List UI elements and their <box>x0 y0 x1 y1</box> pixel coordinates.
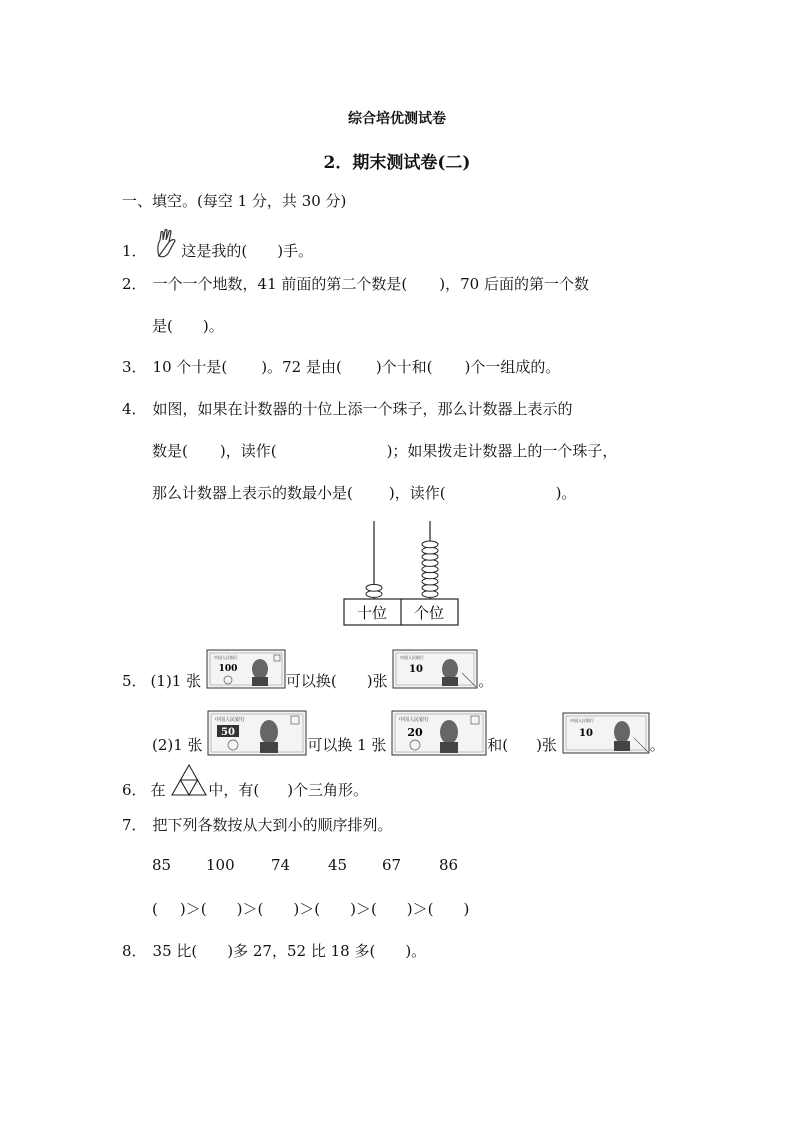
svg-text:20: 20 <box>407 726 423 739</box>
question-7: 7． 把下列各数按从大到小的顺序排列。 <box>122 816 393 834</box>
question-number: 7． <box>122 816 147 834</box>
question-8: 8． 35 比( )多 27，52 比 18 多( )。 <box>122 942 427 960</box>
svg-text:中国人民银行: 中国人民银行 <box>400 655 425 660</box>
question-number: 3． <box>122 358 147 376</box>
svg-text:50: 50 <box>221 727 236 738</box>
section-heading: 一、填空。(每空 1 分，共 30 分) <box>122 192 347 210</box>
triangle-figure <box>170 763 208 797</box>
question-number: 2． <box>122 275 147 293</box>
question-2-line-1: 2． 一个一个地数，41 前面的第二个数是( )，70 后面的第一个数 <box>122 275 589 293</box>
question-number: 1． <box>122 242 147 260</box>
abacus-bead <box>366 584 382 591</box>
question-6: 6． 在 中，有( )个三角形。 <box>122 780 368 800</box>
banknote-50 <box>207 710 307 756</box>
question-5-part-1: 5． (1)1 张 中国人民银行 100 可以换( )张 中国人民银行 10 。 <box>122 671 493 691</box>
number-item: 67 <box>382 856 402 874</box>
question-4-line-2: 数是( )，读作( )；如果拨走计数器上的一个珠子， <box>152 442 618 460</box>
question-1: 1． 这是我的( )手。 <box>122 241 313 261</box>
hand-icon <box>155 228 181 260</box>
ones-beads <box>422 541 438 597</box>
ordering-blanks: ( )＞( )＞( )＞( )＞( )＞( ) <box>152 900 470 918</box>
abacus <box>340 517 464 629</box>
svg-text:100: 100 <box>218 664 238 674</box>
question-5-part-2: (2)1 张 中国人民银行 50 可以换 1 张 中国人民银行 20 和( )张 中国人民银行 10 。 <box>152 735 665 756</box>
tens-label: 十位 <box>356 604 388 622</box>
number-item: 45 <box>328 856 348 874</box>
question-number: 8． <box>122 942 147 960</box>
svg-text:中国人民银行: 中国人民银行 <box>569 718 594 723</box>
banknote-10 <box>392 649 478 689</box>
svg-text:中国人民银行: 中国人民银行 <box>215 717 246 723</box>
ones-label: 个位 <box>413 604 445 622</box>
series-title: 综合培优测试卷 <box>348 111 446 127</box>
number-item: 85 <box>152 856 172 874</box>
number-item: 74 <box>271 856 291 874</box>
abacus-bead <box>422 541 438 548</box>
question-number: 6． <box>122 781 147 799</box>
banknote-100 <box>206 649 286 689</box>
banknote-20 <box>391 710 487 756</box>
svg-text:10: 10 <box>578 728 593 739</box>
exam-title: 2．期末测试卷(二) <box>323 153 471 173</box>
question-2-line-2: 是( )。 <box>152 317 224 335</box>
tens-beads <box>366 584 382 597</box>
number-item: 100 <box>206 856 235 874</box>
question-4-line-3: 那么计数器上表示的数最小是( )，读作( )。 <box>152 484 577 502</box>
banknote-10 <box>562 712 650 754</box>
svg-text:中国人民银行: 中国人民银行 <box>399 717 430 723</box>
svg-text:10: 10 <box>409 664 424 675</box>
svg-text:中国人民银行: 中国人民银行 <box>213 655 238 660</box>
question-number: 4． <box>122 400 147 418</box>
number-item: 86 <box>439 856 459 874</box>
question-number: 5． <box>122 672 147 690</box>
question-4-line-1: 4． 如图，如果在计数器的十位上添一个珠子，那么计数器上表示的 <box>122 400 573 418</box>
question-3: 3． 10 个十是( )。72 是由( )个十和( )个一组成的。 <box>122 358 561 376</box>
